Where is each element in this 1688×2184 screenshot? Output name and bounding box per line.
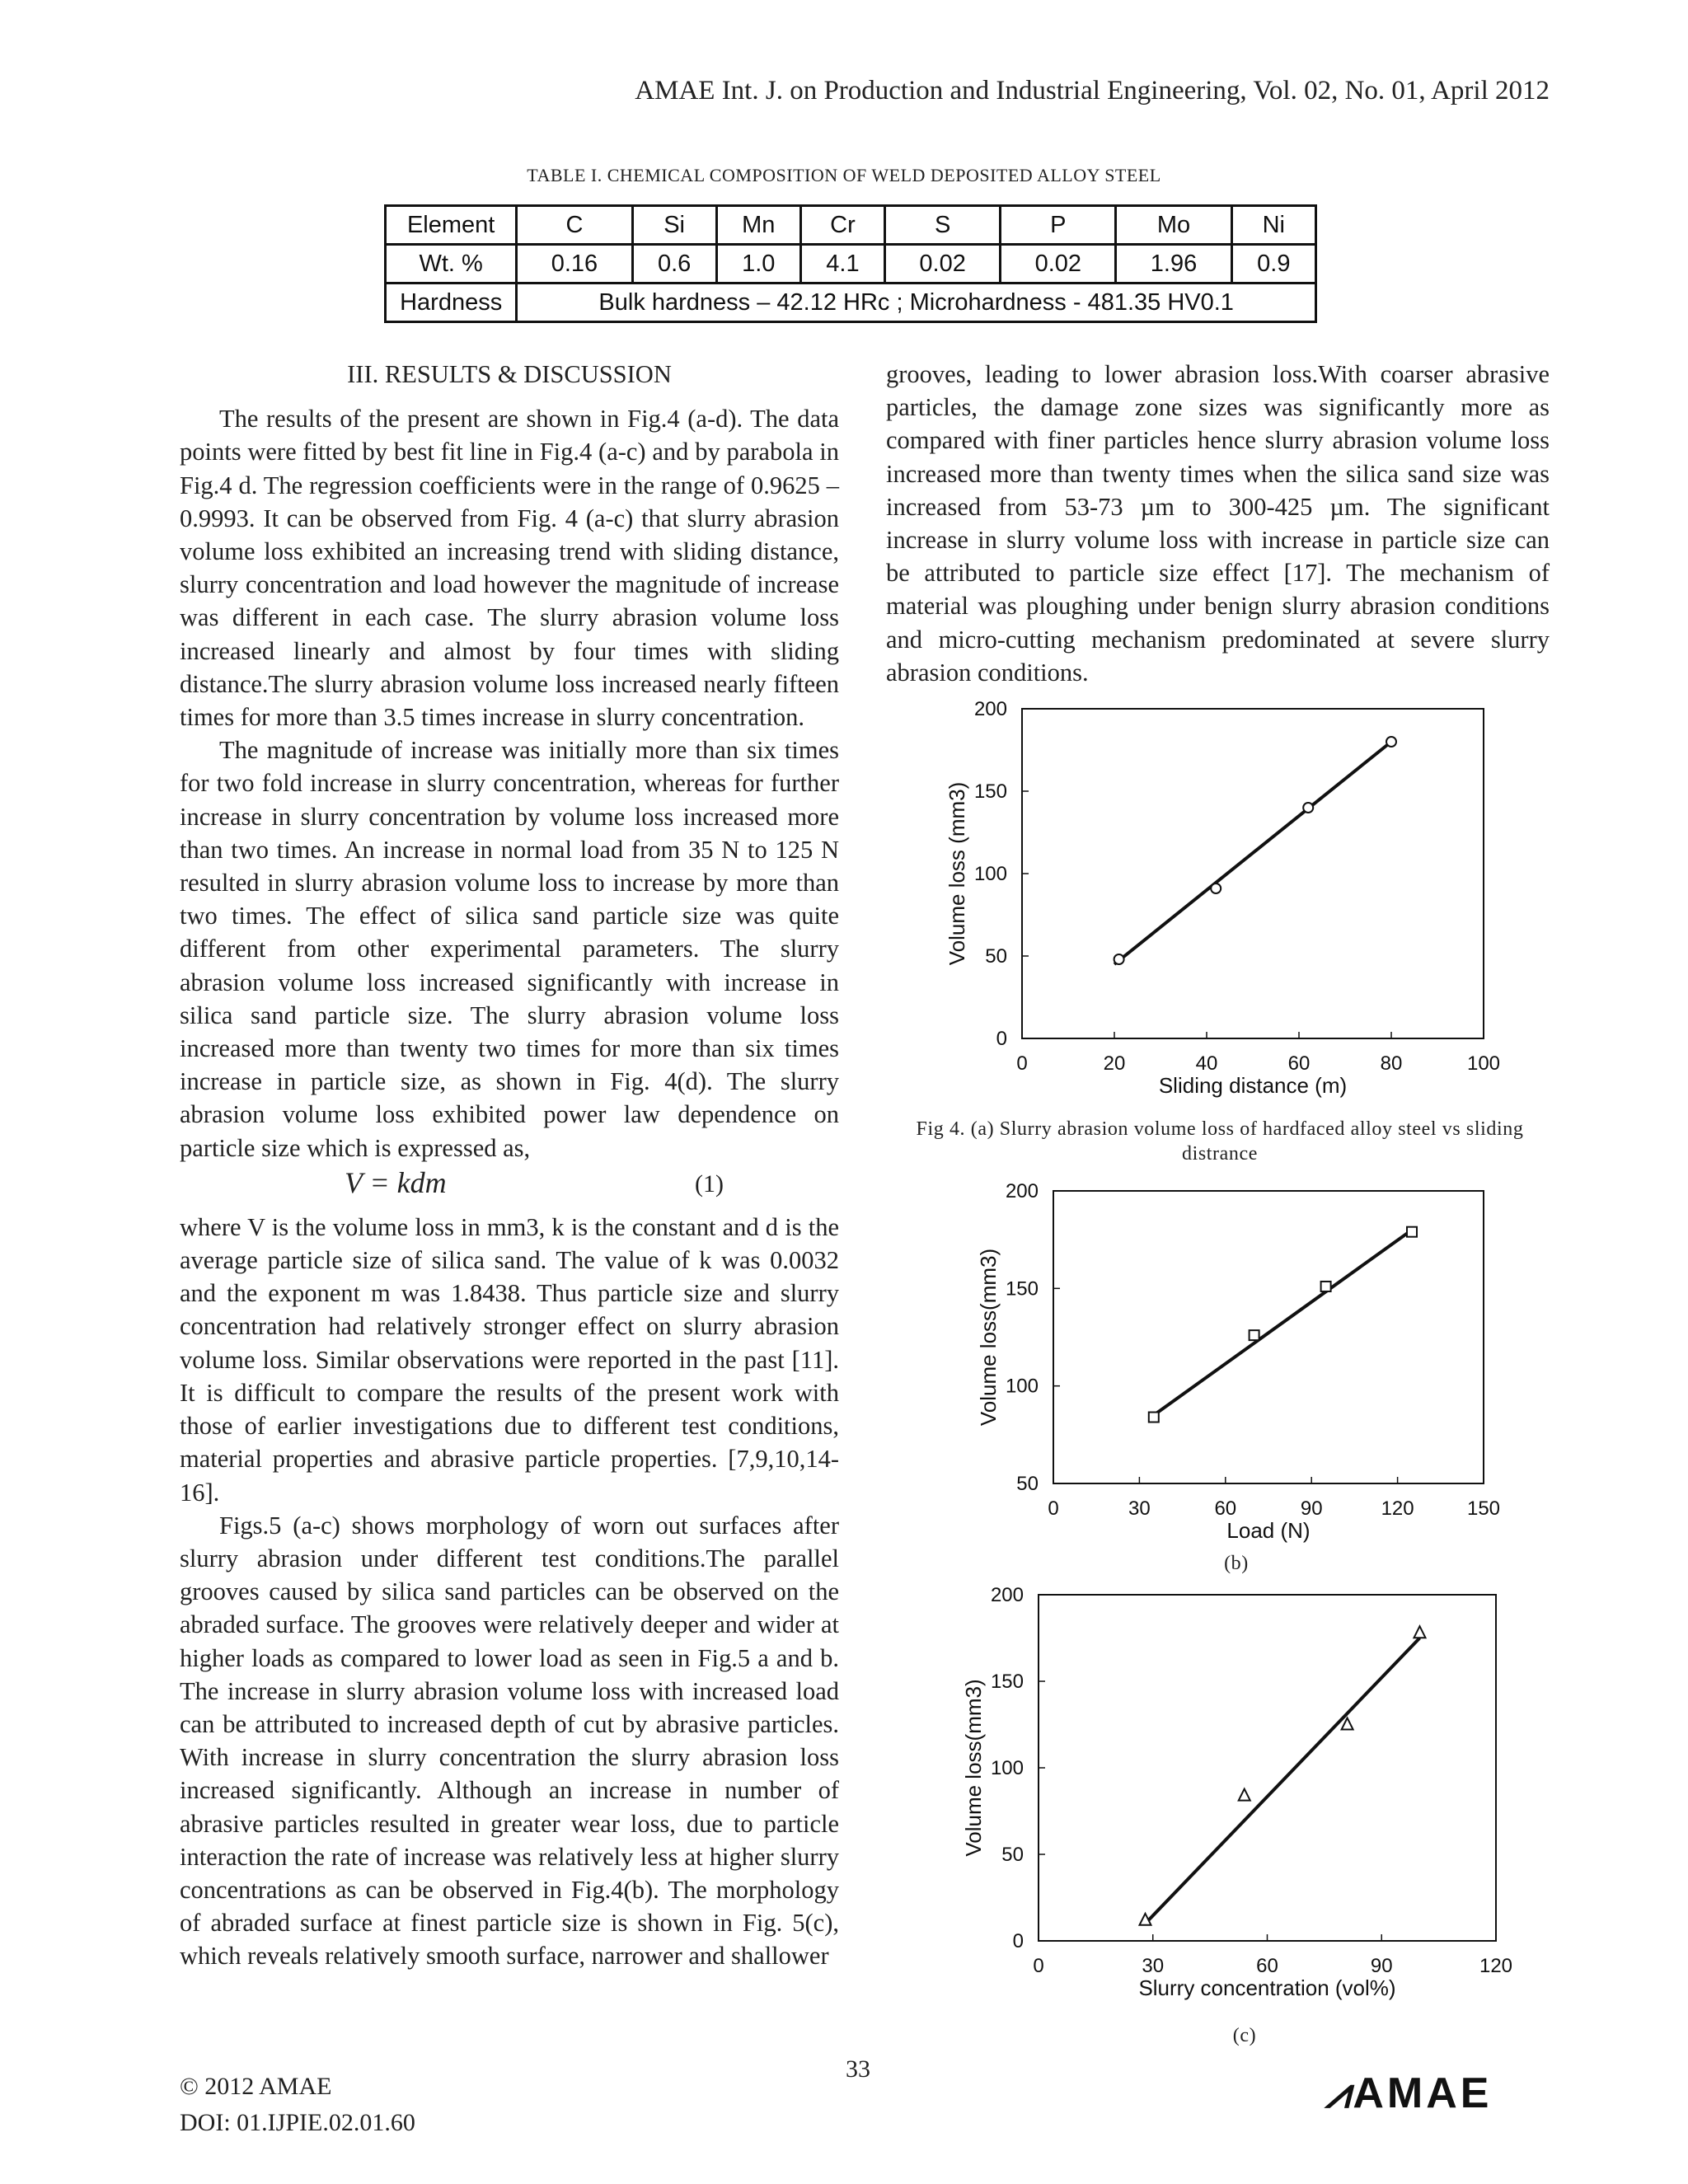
y-tick-label: 150 [973,780,1007,803]
footer [180,2069,415,2141]
y-tick-label: 0 [996,1028,1007,1050]
x-tick-label: 30 [1142,1955,1165,1977]
y-axis-label: Volume loss(mm3) [976,1248,1001,1427]
journal-header: AMAE Int. J. on Production and Industrial Engineering, Vol. 02, No. 01, April 2012 [635,76,1550,105]
y-tick-label: 100 [973,863,1007,885]
x-tick-label: 0 [1033,1955,1044,1977]
y-tick-label: 200 [990,1584,1024,1606]
data-point [1239,1789,1250,1801]
figure-4a-caption: Fig 4. (a) Slurry abrasion volume loss of hardfaced alloy steel vs sliding distrance [916,1118,1524,1165]
chart-c [940,1582,1533,2019]
x-tick-label: 150 [1466,1497,1501,1520]
x-tick-label: 120 [1381,1497,1414,1520]
x-tick-label: 60 [1287,1052,1311,1075]
figure-4b-caption: (b) [1224,1553,1249,1574]
equation-number: (1) [695,1169,724,1197]
x-axis-label: Load (N) [1226,1518,1311,1543]
x-tick-label: 0 [1016,1052,1028,1075]
data-point [1250,1330,1259,1340]
paragraph: Figs.5 (a-c) shows morphology of worn out surfaces after slurry abrasion under different test conditions.The parallel grooves caused by silica sand particles can be observed on the abraded surface. The grooves were relatively deeper and wider at higher loads as compared to lower load as seen in Fig.5 a and b. The increase in slurry abrasion volume loss with increased load can be attributed to increased depth of cut by abrasive particles. With increase in slurry concentration the slurry abrasion loss increased significantly. Although an increase in number of abrasive particles resulted in greater wear loss, due to particle interaction the rate of increase was relatively less at higher slurry concentrations as can be observed in Fig.4(b). The morphology of abraded surface at finest particle size is shown in Fig. 5(c), which reveals relatively smooth surface, narrower and shallower [180,1511,839,1971]
x-tick-label: 90 [1370,1955,1393,1977]
data-point [1386,737,1396,747]
data-point [1114,954,1124,964]
equation [180,1165,839,1211]
fit-line [1146,1638,1420,1924]
plot-frame [1039,1595,1496,1941]
table-cell: 0.9 [1231,245,1315,284]
x-tick-label: 90 [1300,1497,1323,1520]
x-axis-label: Sliding distance (m) [1158,1073,1348,1098]
hardness-value: Bulk hardness – 42.12 HRc ; Microhardness - 481.35 HV0.1 [517,284,1316,322]
table-cell: Hardness [386,284,517,322]
table-cell: Cr [800,206,884,245]
data-point [1211,883,1221,893]
y-tick-label: 0 [1012,1930,1024,1952]
x-tick-label: 80 [1380,1052,1403,1075]
table-caption: TABLE I. CHEMICAL COMPOSITION OF WELD DEPOSITED ALLOY STEEL [527,165,1161,185]
table-cell: Mn [716,206,800,245]
right-column [886,358,1550,689]
x-tick-label: 60 [1214,1497,1237,1520]
paragraph: grooves, leading to lower abrasion loss.With coarser abrasive particles, the damage zone sizes was significantly more as compared with finer particles hence slurry abrasion volume loss increased more than twenty times when the silica sand size was increased from 53-73 µm to 300-425 µm. The significant increase in slurry volume loss with increase in particle size can be attributed to particle size effect [17]. The mechanism of material was ploughing under benign slurry abrasion conditions and micro-cutting mechanism predominated at severe slurry abrasion conditions. [886,360,1550,687]
table-cell: P [1001,206,1116,245]
paragraph: The results of the present are shown in Fig.4 (a-d). The data points were fitted by best fit line in Fig.4 (a-c) and by parabola in Fig.4 d. The regression coefficients were in the range of 0.9625 – 0.9993. It can be observed from Fig. 4 (a-c) that slurry abrasion volume loss exhibited an increasing trend with sliding distance, slurry concentration and load however the magnitude of increase was different in each case. The slurry abrasion volume loss increased linearly and almost by four times with sliding distance.The slurry abrasion volume loss increased nearly fifteen times for more than 3.5 times increase in slurry concentration. [180,405,839,732]
table-cell: C [517,206,632,245]
y-tick-label: 150 [1005,1277,1039,1301]
table-cell: 4.1 [800,245,884,284]
table-cell: Wt. % [386,245,517,284]
data-point [1407,1227,1417,1237]
section-heading: III. RESULTS & DISCUSSION [347,360,672,388]
table-cell: 0.16 [517,245,632,284]
y-axis-label: Volume loss (mm3) [945,781,969,966]
table-header-row [386,206,1316,245]
y-tick-label: 200 [1005,1180,1039,1202]
logo-text: AMAE [1353,2069,1493,2117]
table-cell: Ni [1231,206,1315,245]
x-tick-label: 120 [1479,1955,1513,1977]
y-axis-label: Volume loss(mm3) [961,1679,986,1857]
x-tick-label: 100 [1466,1052,1501,1075]
y-tick-label: 100 [990,1757,1024,1779]
equation-formula: V = kdm [345,1165,447,1199]
amae-logo [1325,2069,1492,2119]
table-cell: 0.02 [885,245,1001,284]
x-tick-label: 60 [1256,1955,1278,1977]
logo-icon: ⩘ [1325,2069,1353,2117]
fit-line [1114,742,1391,964]
copyright: © 2012 AMAE [180,2073,332,2100]
table-row [386,284,1316,322]
y-tick-label: 150 [990,1671,1024,1693]
x-tick-label: 30 [1128,1497,1151,1520]
chart-b [956,1179,1517,1549]
table-cell: Element [386,206,517,245]
page-number: 33 [846,2055,870,2083]
table-cell: 1.96 [1116,245,1231,284]
table-cell: Mo [1116,206,1231,245]
table-cell: 0.02 [1001,245,1116,284]
x-tick-label: 20 [1103,1052,1126,1075]
y-tick-label: 50 [1016,1473,1039,1495]
data-point [1414,1626,1426,1638]
y-tick-label: 50 [1001,1844,1024,1866]
figure-4c-caption: (c) [1232,2025,1257,2046]
composition-table [384,204,1317,323]
data-point [1321,1282,1331,1291]
x-tick-label: 40 [1195,1052,1218,1075]
data-point [1303,803,1313,813]
paragraph: The magnitude of increase was initially more than six times for two fold increase in slurry concentration, whereas for further increase in slurry concentration by volume loss increased more than two times. An increase in normal load from 35 N to 125 N resulted in slurry abrasion volume loss to increase by more than two times. The effect of silica sand particle size was quite different from other experimental parameters. The slurry abrasion volume loss increased significantly with increase in silica sand particle size. The slurry abrasion volume loss increased more than twenty two times for more than six times increase in particle size, as shown in Fig. 4(d). The slurry abrasion volume loss exhibited power law dependence on particle size which is expressed as, [180,736,839,1162]
plot-frame [1053,1191,1484,1483]
data-point [1149,1413,1159,1422]
table-cell: Si [632,206,716,245]
chart-a [915,701,1525,1121]
fit-line [1154,1230,1412,1415]
x-axis-label: Slurry concentration (vol%) [1138,1975,1396,2000]
y-tick-label: 200 [973,701,1007,720]
table-cell: 1.0 [716,245,800,284]
table-cell: S [885,206,1001,245]
table-cell: 0.6 [632,245,716,284]
table-row [386,245,1316,284]
y-tick-label: 100 [1005,1375,1039,1398]
doi: DOI: 01.IJPIE.02.01.60 [180,2109,415,2136]
x-tick-label: 0 [1048,1497,1059,1520]
plot-frame [1022,709,1484,1038]
paragraph: where V is the volume loss in mm3, k is the constant and d is the average particle size of silica sand. The value of k was 0.0032 and the exponent m was 1.8438. Thus particle size and slurry concentration had relatively stronger effect on slurry abrasion volume loss. Similar observations were reported in the past [11]. It is difficult to compare the results of the present work with those of earlier investigations due to different test conditions, material properties and abrasive particle properties. [7,9,10,14-16]. [180,1212,839,1507]
left-column [180,358,839,1973]
y-tick-label: 50 [985,945,1007,968]
